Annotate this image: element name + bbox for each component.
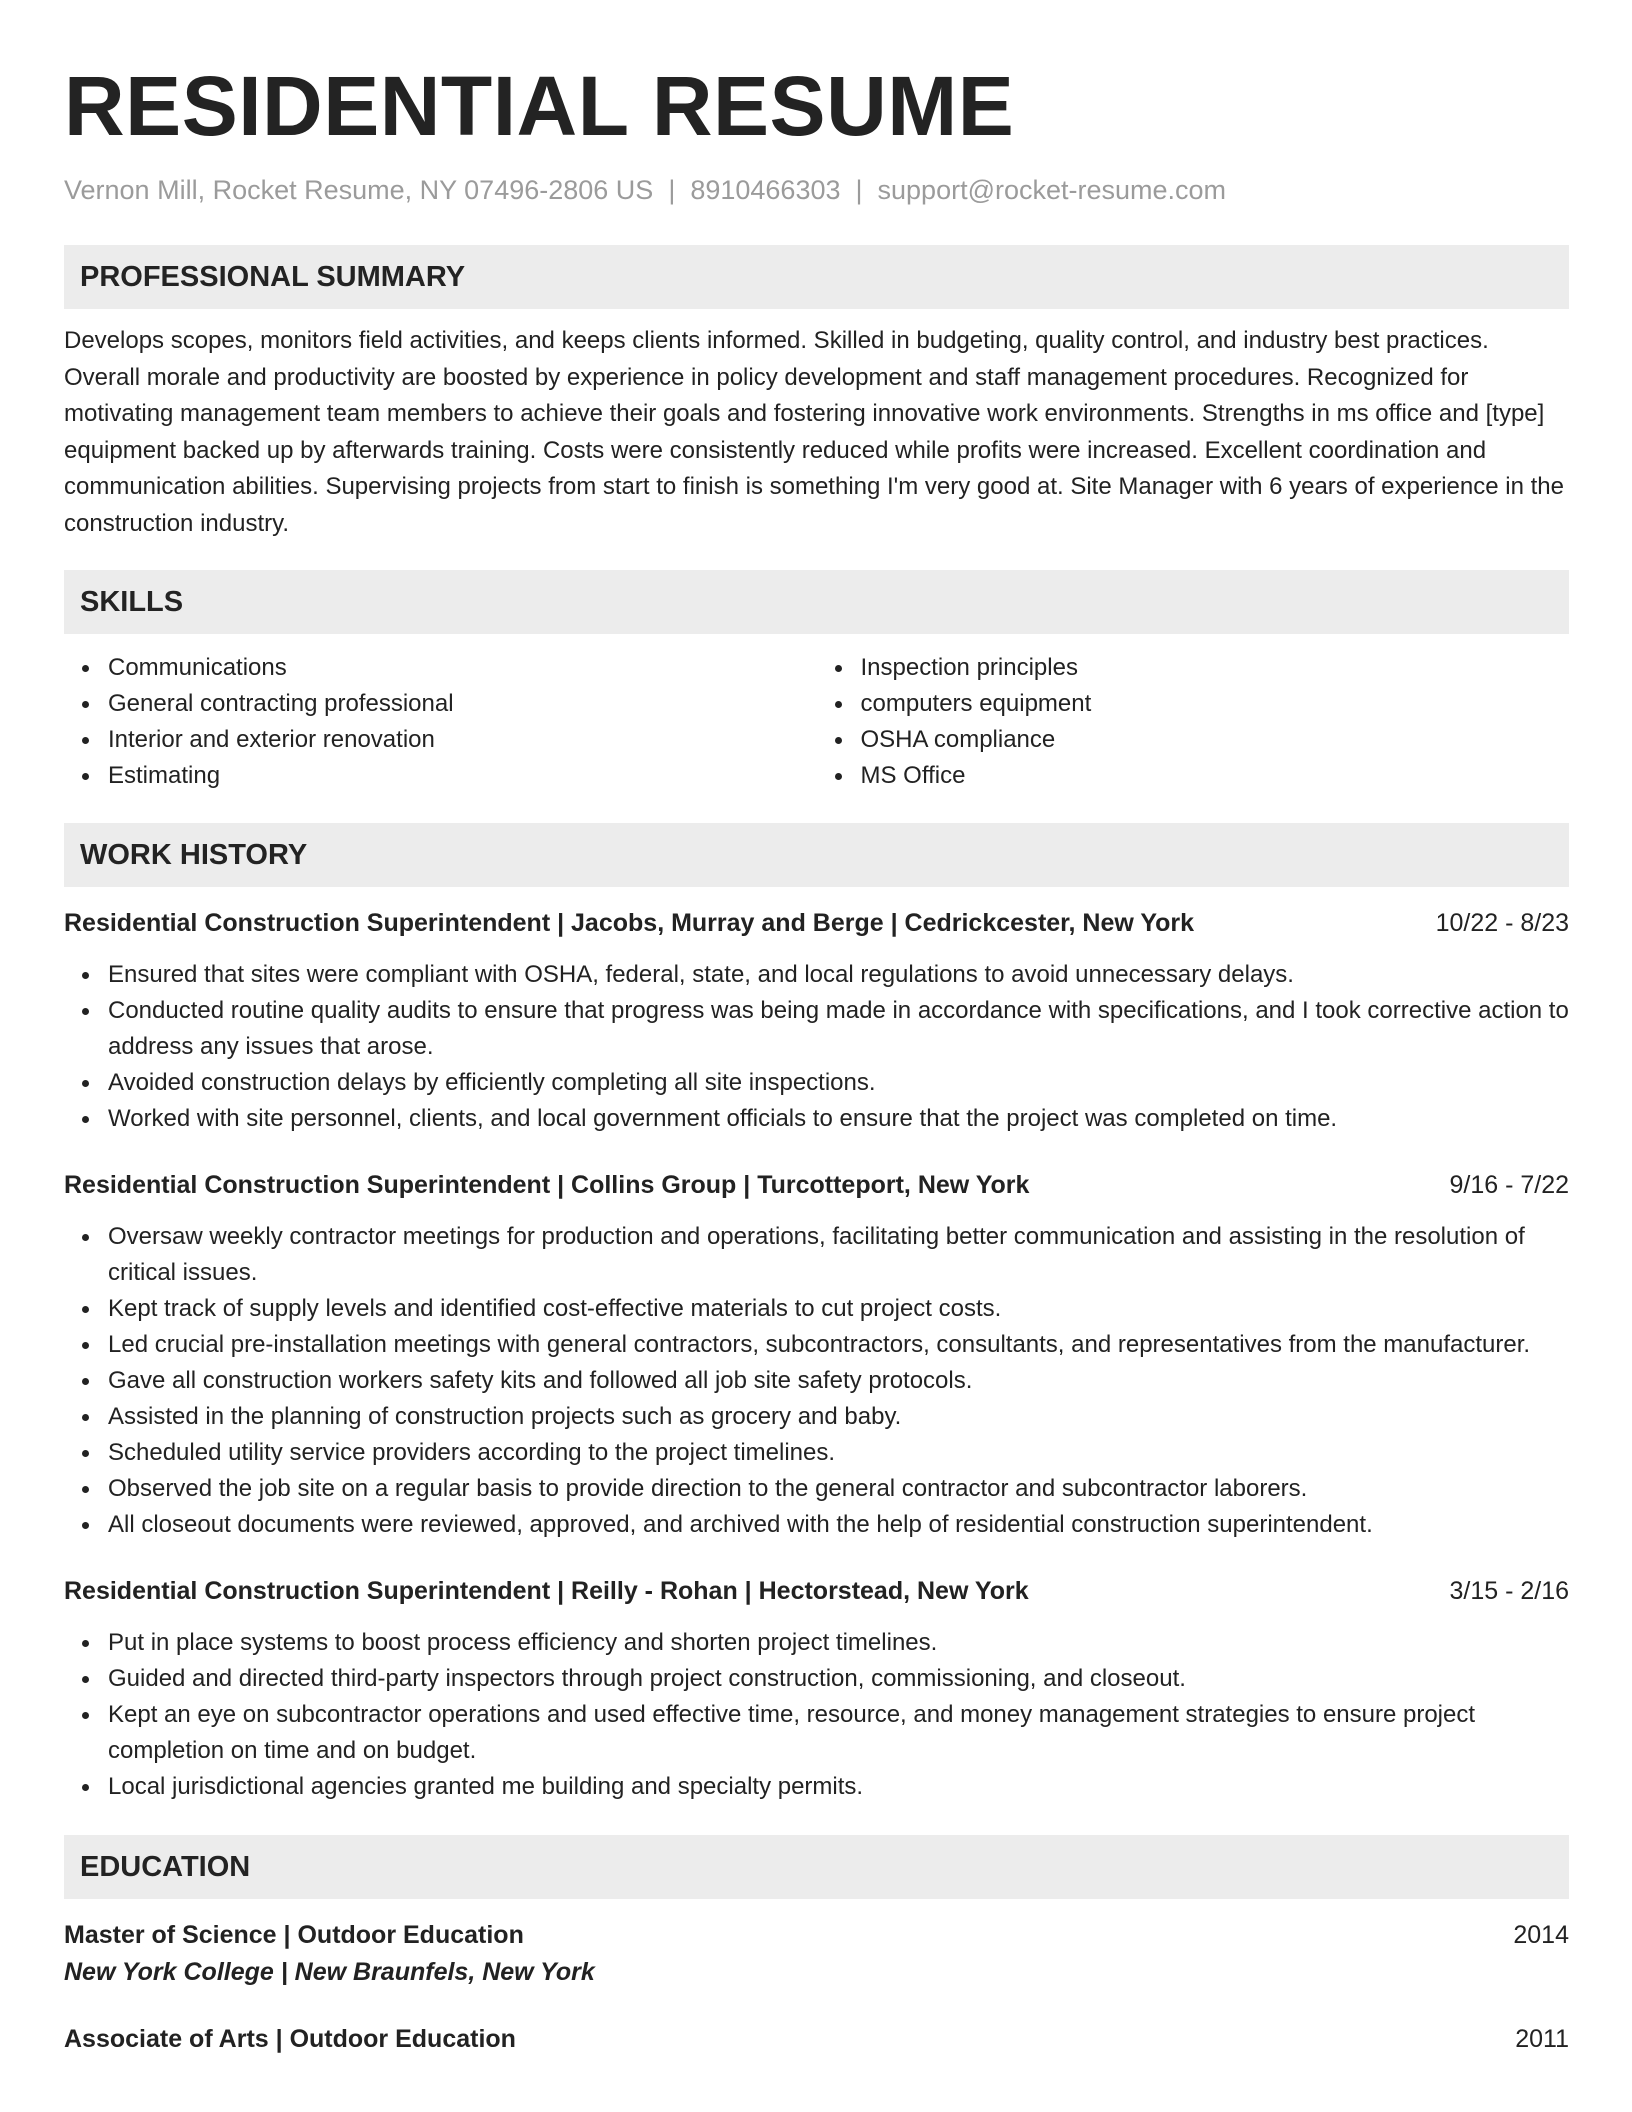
job-bullets xyxy=(64,1219,1569,1543)
job-header xyxy=(64,1573,1569,1609)
job-entry xyxy=(64,905,1569,1137)
job-entry xyxy=(64,1167,1569,1543)
job-dates: 3/15 - 2/16 xyxy=(1449,1577,1569,1605)
job-title: Residential Construction Superintendent | Collins Group | Turcotteport, New York xyxy=(64,1171,1030,1199)
contact-email: support@rocket-resume.com xyxy=(877,175,1227,205)
skill-item: Inspection principles xyxy=(861,650,1570,686)
contact-line xyxy=(64,172,1569,208)
job-header xyxy=(64,905,1569,941)
job-entry xyxy=(64,1573,1569,1805)
job-title: Residential Construction Superintendent | Jacobs, Murray and Berge | Cedrickcester, New York xyxy=(64,909,1195,937)
skill-item: Communications xyxy=(108,650,817,686)
education-school: New York College | New Braunfels, New York xyxy=(64,1958,595,1986)
section-heading-skills: SKILLS xyxy=(64,570,1569,634)
contact-separator: | xyxy=(668,175,676,205)
job-bullet: Kept track of supply levels and identified cost-effective materials to cut project costs. xyxy=(108,1291,1569,1327)
education-degree: Master of Science | Outdoor Education xyxy=(64,1921,524,1949)
skill-item: Estimating xyxy=(108,758,817,794)
job-bullet: Led crucial pre-installation meetings with general contractors, subcontractors, consultants, and representatives from the manufacturer. xyxy=(108,1327,1569,1363)
job-bullet: Assisted in the planning of construction projects such as grocery and baby. xyxy=(108,1399,1569,1435)
education-entry xyxy=(64,1917,1569,1991)
summary-text: Develops scopes, monitors field activities, and keeps clients informed. Skilled in budgeting, quality control, and industry best practices. Overall morale and productivity are boosted by experience in policy development and staff management procedures. Recognized for motivating management team members to achieve their goals and fostering innovative work environments. Strengths in ms office and [type] equipment backed up by afterwards training. Costs were consistently reduced while profits were increased. Excellent coordination and communication abilities. Supervising projects from start to finish is something I'm very good at. Site Manager with 6 years of experience in the construction industry. xyxy=(64,327,1564,537)
job-bullet: Oversaw weekly contractor meetings for production and operations, facilitating better communication and assisting in the resolution of critical issues. xyxy=(108,1219,1569,1291)
contact-separator: | xyxy=(855,175,863,205)
job-bullet: Avoided construction delays by efficiently completing all site inspections. xyxy=(108,1065,1569,1101)
job-bullet: Local jurisdictional agencies granted me building and specialty permits. xyxy=(108,1769,1569,1805)
section-heading-education: EDUCATION xyxy=(64,1835,1569,1899)
education-year: 2014 xyxy=(1513,1921,1569,1949)
education-header xyxy=(64,2021,1569,2057)
job-dates: 9/16 - 7/22 xyxy=(1449,1171,1569,1199)
job-bullet: Gave all construction workers safety kits and followed all job site safety protocols. xyxy=(108,1363,1569,1399)
job-bullet: Guided and directed third-party inspectors through project construction, commissioning, and closeout. xyxy=(108,1661,1569,1697)
job-bullet: Conducted routine quality audits to ensure that progress was being made in accordance with specifications, and I took corrective action to address any issues that arose. xyxy=(108,993,1569,1065)
section-heading-summary: PROFESSIONAL SUMMARY xyxy=(64,245,1569,309)
skill-item: MS Office xyxy=(861,758,1570,794)
resume-name: RESIDENTIAL RESUME xyxy=(64,59,1015,153)
skill-item: Interior and exterior renovation xyxy=(108,722,817,758)
job-bullet: Observed the job site on a regular basis to provide direction to the general contractor and subcontractor laborers. xyxy=(108,1471,1569,1507)
contact-address: Vernon Mill, Rocket Resume, NY 07496-2806 US xyxy=(64,175,654,205)
skills-list xyxy=(64,650,1569,794)
education-year: 2011 xyxy=(1515,2025,1569,2053)
job-bullet: Kept an eye on subcontractor operations and used effective time, resource, and money management strategies to ensure project completion on time and on budget. xyxy=(108,1697,1569,1769)
job-bullet: Scheduled utility service providers according to the project timelines. xyxy=(108,1435,1569,1471)
job-title: Residential Construction Superintendent | Reilly - Rohan | Hectorstead, New York xyxy=(64,1577,1029,1605)
skill-item: computers equipment xyxy=(861,686,1570,722)
skills-column-right xyxy=(817,650,1570,794)
education-degree: Associate of Arts | Outdoor Education xyxy=(64,2025,516,2053)
skill-item: General contracting professional xyxy=(108,686,817,722)
job-bullet: All closeout documents were reviewed, approved, and archived with the help of residential construction superintendent. xyxy=(108,1507,1569,1543)
skill-item: OSHA compliance xyxy=(861,722,1570,758)
skills-column-left xyxy=(64,650,817,794)
education-header xyxy=(64,1917,1569,1953)
contact-phone: 8910466303 xyxy=(690,175,841,205)
job-bullet: Worked with site personnel, clients, and local government officials to ensure that the project was completed on time. xyxy=(108,1101,1569,1137)
education-entry xyxy=(64,2021,1569,2057)
job-bullets xyxy=(64,1625,1569,1805)
section-heading-work-history: WORK HISTORY xyxy=(64,823,1569,887)
job-bullet: Ensured that sites were compliant with OSHA, federal, state, and local regulations to avoid unnecessary delays. xyxy=(108,957,1569,993)
job-bullet: Put in place systems to boost process efficiency and shorten project timelines. xyxy=(108,1625,1569,1661)
job-header xyxy=(64,1167,1569,1203)
job-dates: 10/22 - 8/23 xyxy=(1435,909,1569,937)
job-bullets xyxy=(64,957,1569,1137)
